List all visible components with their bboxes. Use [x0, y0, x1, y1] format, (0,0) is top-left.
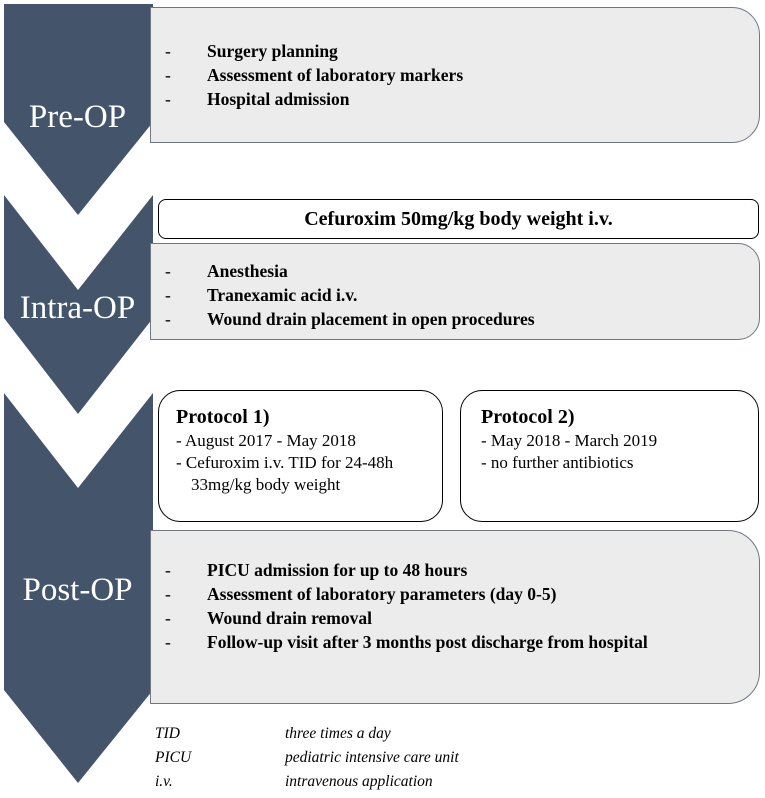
protocol-1-box [158, 390, 443, 522]
phase-label-post-op: Post-OP [22, 572, 133, 608]
pre-op-panel [150, 7, 760, 143]
phase-label-intra-op: Intra-OP [19, 290, 136, 326]
protocol-1-line: 33mg/kg body weight [191, 475, 341, 494]
legend-row [155, 723, 391, 745]
antibiotic-text: Cefuroxim 50mg/kg body weight i.v. [304, 208, 613, 230]
protocol-2-line: - May 2018 - March 2019 [481, 431, 658, 450]
antibiotic-box [158, 199, 759, 239]
list-item: - Follow-up visit after 3 months post discharge from hospital [151, 630, 759, 654]
list-item: - Assessment of laboratory parameters (day 0-5) [151, 582, 759, 606]
legend-term: PICU [155, 749, 192, 766]
pre-op-list [151, 39, 759, 111]
protocol-1-line: - August 2017 - May 2018 [176, 431, 356, 450]
legend-term: TID [155, 725, 180, 742]
list-item: - Wound drain placement in open procedures [151, 307, 759, 331]
protocol-2-title: Protocol 2) [481, 406, 575, 428]
legend-definition: pediatric intensive care unit [285, 749, 459, 766]
phase-label-pre-op: Pre-OP [28, 99, 127, 135]
protocol-2-line: - no further antibiotics [481, 453, 634, 472]
list-item: - Surgery planning [151, 39, 759, 63]
protocol-1-line: - Cefuroxim i.v. TID for 24-48h [176, 453, 394, 472]
legend-term: i.v. [155, 773, 173, 790]
list-item: - Wound drain removal [151, 606, 759, 630]
list-item: - PICU admission for up to 48 hours [151, 558, 759, 582]
protocol-1-title: Protocol 1) [176, 406, 270, 428]
list-item: - Anesthesia [151, 259, 759, 283]
list-item: - Assessment of laboratory markers [151, 63, 759, 87]
post-op-panel [150, 530, 760, 704]
legend-row [155, 747, 459, 769]
list-item: - Hospital admission [151, 87, 759, 111]
intra-op-panel [150, 243, 760, 340]
legend-definition: intravenous application [285, 773, 433, 790]
protocol-2-box [460, 390, 759, 522]
intra-op-list [151, 259, 759, 331]
legend-row [155, 771, 433, 793]
legend-definition: three times a day [285, 725, 391, 742]
list-item: - Tranexamic acid i.v. [151, 283, 759, 307]
post-op-list [151, 558, 759, 654]
